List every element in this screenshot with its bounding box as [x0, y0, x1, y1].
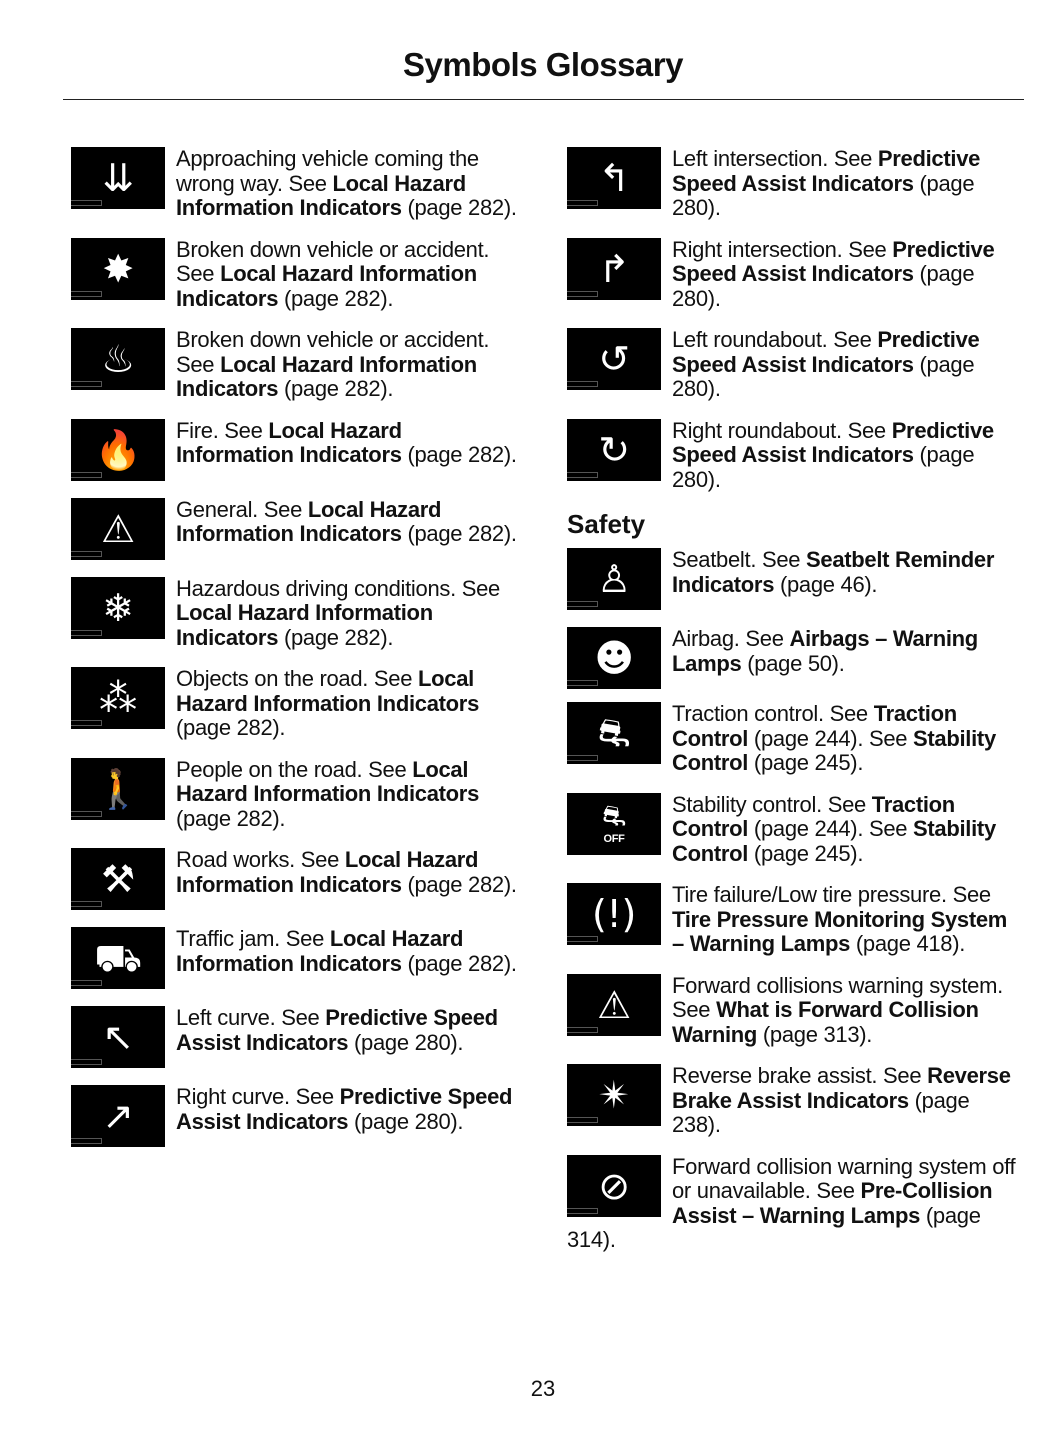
right-roundabout-icon: [567, 419, 661, 481]
icon-tag: [567, 601, 598, 607]
icon-glyph: ↻: [598, 427, 630, 472]
glossary-entry: [567, 702, 1017, 776]
entry-text: (page 282).: [401, 442, 517, 467]
tire-pressure-icon: [567, 883, 661, 945]
traffic-jam-icon: [71, 927, 165, 989]
cross-reference-link[interactable]: What is Forward Collision Warning: [672, 997, 979, 1047]
icon-glyph: ⛐: [602, 799, 626, 832]
glossary-entry: [567, 328, 1017, 402]
cross-reference-link[interactable]: Local Hazard Information Indicators: [176, 418, 402, 467]
entry-text: (page 244). See: [748, 725, 914, 751]
glossary-entry: [567, 548, 1017, 610]
icon-glyph: ⊘: [598, 1163, 630, 1208]
entry-text: Airbag. See: [672, 627, 790, 651]
right-column: [567, 147, 1017, 1270]
cross-reference-link[interactable]: Local Hazard Information Indicators: [176, 351, 477, 401]
entry-text: (page 245).: [748, 750, 864, 775]
broken-down-vehicle-accident-icon: [71, 238, 165, 300]
entry-text: Road works. See: [176, 848, 345, 872]
entry-text: Forward collision warning system off or unavailable. See: [672, 1154, 1016, 1203]
entry-text: Traction control. See: [672, 702, 874, 726]
entry-text: Tire failure/Low tire pressure. See: [672, 883, 991, 907]
icon-glyph: ↱: [598, 246, 630, 291]
entry-text: (page 282).: [401, 871, 517, 897]
entry-text: Left intersection. See: [672, 147, 878, 171]
entry-text: Left curve. See: [176, 1006, 326, 1030]
general-warning-icon: [71, 498, 165, 560]
cross-reference-link[interactable]: Airbags – Warning Lamps: [672, 627, 978, 676]
icon-glyph: ⚠: [597, 982, 631, 1027]
entry-text: (page 418).: [850, 931, 966, 956]
icon-tag: [567, 1027, 598, 1033]
glossary-entry: [71, 419, 521, 481]
icon-tag: [71, 200, 102, 206]
entry-text: Objects on the road. See: [176, 667, 418, 691]
entry-text: (page 282).: [176, 715, 286, 740]
entry-text: (page 282).: [278, 285, 394, 311]
off-label: OFF: [603, 833, 625, 845]
cross-reference-link[interactable]: Predictive Speed Assist Indicators: [672, 237, 995, 286]
left-roundabout-icon: [567, 328, 661, 390]
entry-text: Broken down vehicle or accident. See: [176, 237, 490, 286]
glossary-entry: [71, 1006, 521, 1068]
cross-reference-link[interactable]: Local Hazard Information Indicators: [176, 261, 477, 311]
entry-text: (page 280).: [348, 1029, 464, 1055]
cross-reference-link[interactable]: Pre-Collision Assist – Warning Lamps: [672, 1178, 993, 1228]
section-heading-safety: Safety: [567, 509, 646, 539]
icon-tag: [71, 811, 102, 817]
cross-reference-link[interactable]: Local Hazard Information Indicators: [176, 600, 433, 650]
icon-glyph: 🔥: [94, 427, 142, 472]
icon-tag: [71, 551, 102, 557]
cross-reference-link[interactable]: Predictive Speed Assist Indicators: [176, 1085, 513, 1134]
entry-text: Fire. See: [176, 418, 269, 443]
icon-tag: [71, 720, 102, 726]
entry-text: Hazardous driving conditions. See: [176, 576, 500, 601]
glossary-entry: [567, 238, 1017, 312]
icon-tag: [71, 381, 102, 387]
left-column: [71, 147, 521, 1164]
glossary-entry: [567, 974, 1017, 1048]
glossary-entry: [71, 927, 521, 989]
left-intersection-icon: [567, 147, 661, 209]
page-title: Symbols Glossary: [403, 46, 683, 83]
cross-reference-link[interactable]: Local Hazard Information Indicators: [176, 927, 464, 976]
glossary-entry: [71, 848, 521, 910]
entry-text: Seatbelt. See: [672, 548, 807, 572]
cross-reference-link[interactable]: Tire Pressure Monitoring System – Warning Lamps: [672, 906, 1008, 956]
seatbelt-icon: [567, 548, 661, 610]
left-curve-icon: [71, 1006, 165, 1068]
entry-text: Broken down vehicle or accident. See: [176, 328, 490, 377]
cross-reference-link[interactable]: Local Hazard Information Indicators: [176, 757, 480, 806]
entry-text: Right intersection. See: [672, 237, 893, 262]
pedestrian-icon: [71, 758, 165, 820]
icon-tag: [567, 472, 598, 478]
glossary-entry: [71, 667, 521, 741]
objects-on-road-icon: [71, 667, 165, 729]
entry-text: Right roundabout. See: [672, 418, 892, 443]
glossary-entry: [567, 627, 1017, 689]
icon-glyph: ✸: [102, 246, 134, 291]
forward-collision-off-icon: [567, 1155, 661, 1217]
entry-text: (page 282).: [278, 376, 394, 401]
entry-text: (page 282).: [401, 950, 517, 976]
cross-reference-link[interactable]: Local Hazard Information Indicators: [176, 667, 480, 716]
entry-text: (page 280).: [672, 261, 975, 311]
entry-text: (page 238).: [672, 1087, 970, 1137]
icon-tag: [71, 472, 102, 478]
icon-glyph: ↰: [598, 156, 630, 200]
entry-text: (page 280).: [348, 1108, 464, 1134]
icon-tag: [71, 980, 102, 986]
entry-text: Traffic jam. See: [176, 927, 330, 951]
page-number: 23: [530, 1376, 556, 1401]
icon-tag: [567, 200, 598, 206]
glossary-entry: [71, 1085, 521, 1147]
entry-text: (page 245).: [748, 840, 864, 866]
glossary-entry: [567, 419, 1017, 493]
icon-glyph: ⇊: [102, 156, 134, 200]
cross-reference-link[interactable]: Predictive Speed Assist Indicators: [672, 328, 980, 377]
entry-text: Right curve. See: [176, 1085, 340, 1109]
cross-reference-link[interactable]: Traction Control: [672, 792, 955, 841]
icon-glyph: ❄: [102, 585, 134, 630]
entry-text: (page 282).: [401, 521, 517, 546]
entry-text: (page 244). See: [748, 816, 914, 841]
cross-reference-link[interactable]: Local Hazard Information Indicators: [176, 848, 479, 897]
entry-text: Stability control. See: [672, 792, 872, 817]
entry-text: (page 280).: [672, 442, 975, 492]
glossary-entry: [71, 577, 521, 651]
icon-glyph: ⛟: [94, 936, 142, 980]
icon-tag: [567, 1117, 598, 1123]
cross-reference-link[interactable]: Traction Control: [672, 702, 957, 751]
glossary-entry: [71, 238, 521, 312]
icon-tag: [71, 291, 102, 297]
icon-tag: [567, 755, 598, 761]
entry-text: Left roundabout. See: [672, 328, 878, 352]
icon-tag: [71, 901, 102, 907]
glossary-entry: [71, 758, 521, 832]
icon-tag: [71, 630, 102, 636]
icon-glyph: ⚠: [101, 506, 135, 551]
right-intersection-icon: [567, 238, 661, 300]
icon-glyph: ⛐: [597, 711, 631, 755]
entry-text: (page 280).: [672, 170, 975, 220]
glossary-entry: [567, 147, 1017, 221]
entry-text: (page 46).: [774, 571, 878, 597]
entry-text: (page 314).: [567, 1202, 981, 1252]
entry-text: People on the road. See: [176, 757, 413, 782]
safety-symbols: [567, 548, 1017, 1253]
icon-tag: [567, 381, 598, 387]
glossary-entry: [567, 793, 1017, 867]
icon-glyph: ↗: [102, 1094, 134, 1138]
cross-reference-link[interactable]: Reverse Brake Assist Indicators: [672, 1064, 1011, 1113]
approaching-vehicle-wrong-way-icon: [71, 147, 165, 209]
glossary-entry: [567, 1064, 1017, 1138]
icon-tag: [567, 1208, 598, 1214]
cross-reference-link[interactable]: Predictive Speed Assist Indicators: [176, 1006, 498, 1055]
entry-text: Approaching vehicle coming the wrong way. See: [176, 147, 479, 196]
right-curve-icon: [71, 1085, 165, 1147]
forward-collision-warning-icon: [567, 974, 661, 1036]
glossary-entry: [567, 883, 1017, 957]
icon-glyph: (!): [592, 892, 636, 936]
airbag-icon: [567, 627, 661, 689]
cross-reference-link[interactable]: Predictive Speed Assist Indicators: [672, 418, 994, 467]
glossary-entry: [71, 147, 521, 221]
glossary-entry: [567, 1155, 1017, 1253]
cross-reference-link[interactable]: Stability Control: [672, 725, 996, 775]
hazardous-conditions-icon: [71, 577, 165, 639]
icon-glyph: ↺: [598, 337, 630, 381]
icon-tag: [567, 936, 598, 942]
entry-text: (page 313).: [757, 1021, 873, 1047]
icon-glyph: ☻: [594, 636, 634, 680]
icon-glyph: ♙: [597, 557, 631, 601]
entry-text: (page 50).: [741, 650, 845, 676]
entry-text: (page 282).: [278, 624, 394, 650]
icon-tag: [567, 291, 598, 297]
road-works-icon: [71, 848, 165, 910]
entry-text: (page 282).: [176, 805, 286, 831]
glossary-entry: [71, 498, 521, 560]
reverse-brake-assist-icon: [567, 1064, 661, 1126]
icon-glyph: ♨: [101, 337, 135, 381]
icon-tag: [71, 1059, 102, 1065]
icon-glyph: ⚒: [101, 857, 135, 901]
entry-text: (page 280).: [672, 351, 975, 401]
icon-glyph: ↖: [102, 1015, 134, 1059]
entry-text: (page 282).: [401, 195, 517, 220]
broken-down-vehicle-smoke-icon: [71, 328, 165, 390]
cross-reference-link[interactable]: Predictive Speed Assist Indicators: [672, 147, 981, 196]
cross-reference-link[interactable]: Seatbelt Reminder Indicators: [672, 548, 995, 597]
stability-control-off-icon: [567, 793, 661, 855]
glossary-entry: [71, 328, 521, 402]
cross-reference-link[interactable]: Local Hazard Information Indicators: [176, 497, 442, 546]
icon-glyph: ✴: [598, 1073, 630, 1117]
fire-icon: [71, 419, 165, 481]
cross-reference-link[interactable]: Stability Control: [672, 816, 996, 866]
cross-reference-link[interactable]: Local Hazard Information Indicators: [176, 170, 466, 220]
icon-tag: [71, 1138, 102, 1144]
entry-text: Forward collisions warning system. See: [672, 973, 1003, 1022]
entry-text: Reverse brake assist. See: [672, 1064, 928, 1088]
traction-control-icon: [567, 702, 661, 764]
title-divider: [63, 99, 1024, 100]
navigation-symbols: [567, 147, 1017, 492]
icon-glyph: 🚶: [94, 766, 142, 811]
icon-tag: [567, 680, 598, 686]
entry-text: General. See: [176, 497, 308, 522]
icon-glyph: ⁂: [99, 676, 137, 720]
